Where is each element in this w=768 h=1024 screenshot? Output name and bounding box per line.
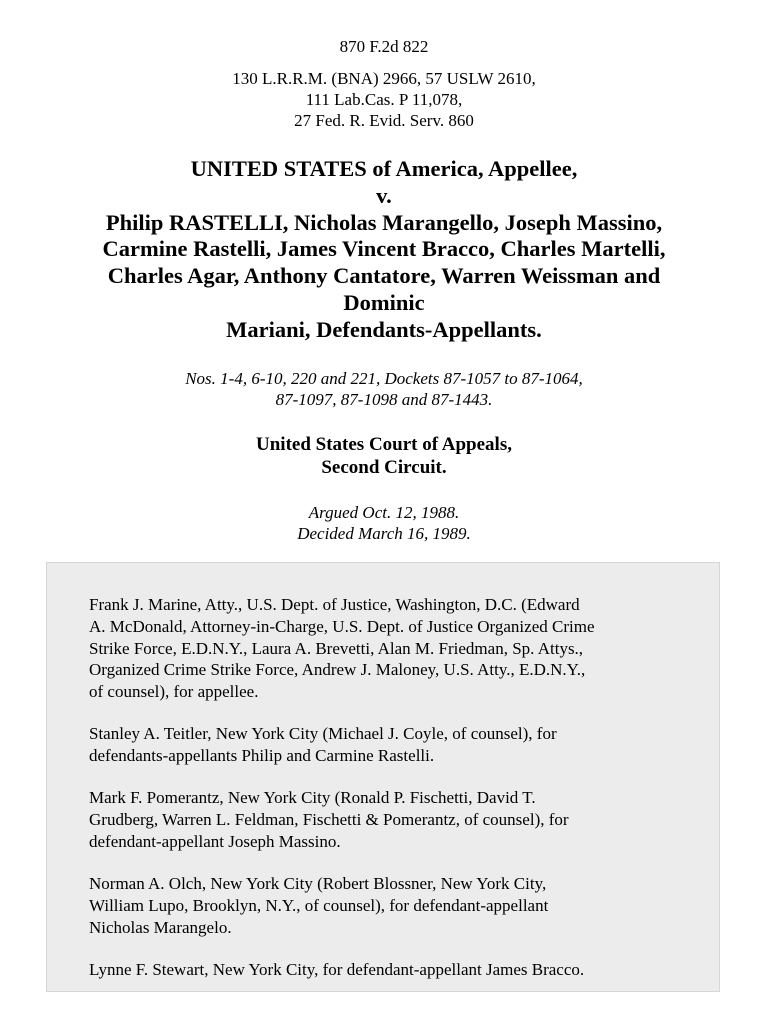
reporter-citation-text: 870 F.2d 822 xyxy=(339,37,429,56)
counsel-line: Organized Crime Strike Force, Andrew J. Maloney, U.S. Atty., E.D.N.Y., xyxy=(89,660,586,680)
counsel-line: Strike Force, E.D.N.Y., Laura A. Brevetti, Alan M. Friedman, Sp. Attys., xyxy=(89,638,584,658)
case-dates xyxy=(0,502,768,544)
court-line: United States Court of Appeals, xyxy=(256,434,512,455)
caption-line: UNITED STATES of America, Appellee, xyxy=(190,156,578,181)
counsel-line: of counsel), for appellee. xyxy=(89,682,259,702)
caption-line: Carmine Rastelli, James Vincent Bracco, Charles Martelli, xyxy=(102,236,666,262)
parallel-citation-line: 27 Fed. R. Evid. Serv. 860 xyxy=(294,111,474,130)
counsel-line: Grudberg, Warren L. Feldman, Fischetti & Pomerantz, of counsel), for xyxy=(89,809,569,829)
counsel-line: Stanley A. Teitler, New York City (Michael J. Coyle, of counsel), for xyxy=(89,724,557,743)
counsel-paragraph xyxy=(89,873,709,938)
case-caption xyxy=(0,156,768,344)
caption-line: Charles Agar, Anthony Cantatore, Warren Weissman and xyxy=(107,263,661,289)
parallel-citations xyxy=(0,68,768,131)
docket-numbers xyxy=(0,368,768,410)
parallel-citation-line: 111 Lab.Cas. P 11,078, xyxy=(305,90,463,109)
counsel-line: defendants-appellants Philip and Carmine Rastelli. xyxy=(89,745,435,765)
court-line: Second Circuit. xyxy=(321,457,447,478)
counsel-line: Lynne F. Stewart, New York City, for defendant-appellant James Bracco. xyxy=(89,960,585,979)
counsel-paragraph xyxy=(89,594,709,703)
caption-line: Philip RASTELLI, Nicholas Marangello, Joseph Massino, xyxy=(105,209,663,235)
caption-line: v. xyxy=(376,182,392,208)
decided-date: Decided March 16, 1989. xyxy=(297,524,471,543)
court-name xyxy=(0,433,768,479)
docket-line: Nos. 1-4, 6-10, 220 and 221, Dockets 87-1057 to 87-1064, xyxy=(185,369,583,388)
counsel-paragraph xyxy=(89,723,709,767)
counsel-line: A. McDonald, Attorney-in-Charge, U.S. Dept. of Justice Organized Crime xyxy=(89,616,595,636)
argued-date: Argued Oct. 12, 1988. xyxy=(308,503,460,522)
parallel-citation-line: 130 L.R.R.M. (BNA) 2966, 57 USLW 2610, xyxy=(232,69,536,88)
reporter-citation xyxy=(0,36,768,57)
counsel-line: William Lupo, Brooklyn, N.Y., of counsel), for defendant-appellant xyxy=(89,895,549,915)
counsel-line: Nicholas Marangelo. xyxy=(89,917,232,937)
counsel-paragraph xyxy=(89,959,709,981)
docket-line: 87-1097, 87-1098 and 87-1443. xyxy=(275,390,493,409)
caption-line: Dominic xyxy=(343,289,425,315)
counsel-line: Frank J. Marine, Atty., U.S. Dept. of Justice, Washington, D.C. (Edward xyxy=(89,595,580,614)
caption-line: Mariani, Defendants-Appellants. xyxy=(226,316,542,342)
counsel-panel xyxy=(46,562,720,992)
counsel-line: Norman A. Olch, New York City (Robert Blossner, New York City, xyxy=(89,874,547,893)
counsel-line: Mark F. Pomerantz, New York City (Ronald P. Fischetti, David T. xyxy=(89,788,536,807)
counsel-paragraph xyxy=(89,787,709,852)
counsel-line: defendant-appellant Joseph Massino. xyxy=(89,831,341,851)
